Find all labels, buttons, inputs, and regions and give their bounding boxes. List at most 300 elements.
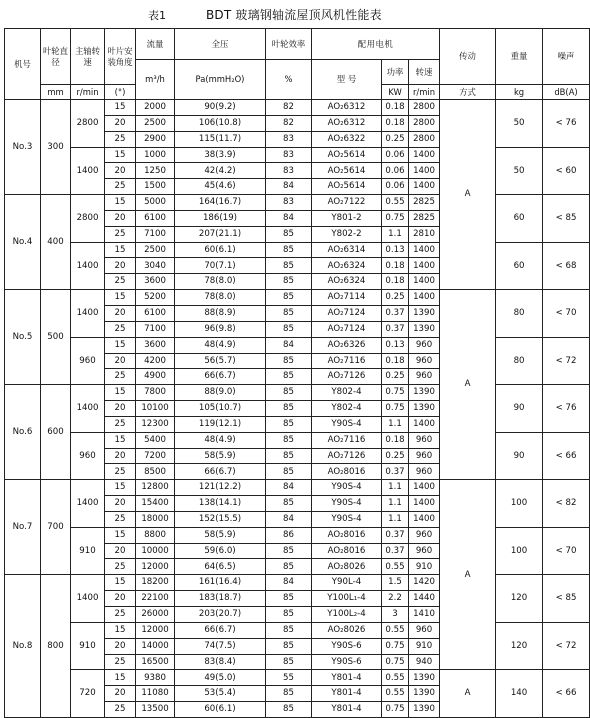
motor-model-cell: AO₂7124 [312,321,382,337]
motor-speed-cell: 1390 [409,702,440,718]
pressure-cell: 119(12.1) [175,416,266,432]
angle-cell: 20 [105,448,136,464]
flow-cell: 18000 [136,511,175,527]
noise-cell: < 76 [543,385,590,433]
weight-cell: 120 [496,575,543,623]
motor-power-cell: 1.1 [382,416,409,432]
noise-cell: < 72 [543,622,590,670]
motor-speed-cell: 1440 [409,591,440,607]
motor-model-cell: AO₂6312 [312,115,382,131]
motor-speed-cell: 960 [409,448,440,464]
motor-speed-cell: 1400 [409,274,440,290]
header-motor-power: 功率 [382,60,409,85]
pressure-cell: 56(5.7) [175,353,266,369]
table-row [5,670,590,686]
efficiency-cell: 84 [266,480,312,496]
speed-cell: 1400 [71,242,105,290]
efficiency-cell: 85 [266,416,312,432]
flow-cell: 5000 [136,195,175,211]
motor-model-cell: Y100L₂-4 [312,607,382,623]
efficiency-cell: 83 [266,131,312,147]
motor-speed-cell: 1400 [409,496,440,512]
motor-model-cell: Y801-4 [312,686,382,702]
motor-power-cell: 0.55 [382,559,409,575]
angle-cell: 25 [105,321,136,337]
speed-cell: 1400 [71,147,105,195]
flow-cell: 26000 [136,607,175,623]
weight-cell: 80 [496,337,543,385]
angle-cell: 25 [105,226,136,242]
table-row [5,480,590,496]
angle-cell: 20 [105,638,136,654]
efficiency-cell: 55 [266,670,312,686]
flow-cell: 1250 [136,163,175,179]
motor-power-cell: 1.1 [382,480,409,496]
motor-power-cell: 2.2 [382,591,409,607]
angle-cell: 15 [105,195,136,211]
motor-speed-cell: 1390 [409,305,440,321]
efficiency-cell: 85 [266,274,312,290]
motor-power-cell: 0.18 [382,100,409,116]
efficiency-cell: 85 [266,622,312,638]
header-diameter: 叶轮直径 [41,29,71,85]
motor-model-cell: AO₂6326 [312,337,382,353]
efficiency-cell: 85 [266,686,312,702]
motor-power-cell: 0.55 [382,686,409,702]
motor-speed-cell: 910 [409,638,440,654]
efficiency-cell: 85 [266,448,312,464]
motor-power-cell: 0.55 [382,622,409,638]
weight-cell: 60 [496,195,543,243]
angle-cell: 25 [105,179,136,195]
header-flow: 流量 [136,29,175,60]
pressure-cell: 83(8.4) [175,654,266,670]
noise-cell: < 70 [543,527,590,575]
pressure-cell: 78(8.0) [175,290,266,306]
motor-model-cell: AO₂7126 [312,448,382,464]
motor-model-cell: AO₂7114 [312,290,382,306]
angle-cell: 20 [105,258,136,274]
speed-cell: 2800 [71,195,105,243]
angle-cell: 25 [105,369,136,385]
pressure-cell: 203(20.7) [175,607,266,623]
angle-cell: 20 [105,496,136,512]
table-title [0,0,560,26]
flow-cell: 14000 [136,638,175,654]
flow-cell: 18200 [136,575,175,591]
weight-cell: 50 [496,100,543,148]
flow-cell: 2900 [136,131,175,147]
fan-performance-table [4,28,590,718]
weight-cell: 90 [496,432,543,480]
pressure-cell: 90(9.2) [175,100,266,116]
weight-cell: 120 [496,622,543,670]
angle-cell: 20 [105,401,136,417]
flow-cell: 3600 [136,274,175,290]
weight-cell: 50 [496,147,543,195]
motor-model-cell: AO₂5614 [312,163,382,179]
efficiency-cell: 85 [266,591,312,607]
table-body [5,100,590,718]
header-model: 机号 [5,29,41,100]
efficiency-cell: 85 [266,654,312,670]
speed-cell: 1400 [71,480,105,528]
flow-cell: 12000 [136,622,175,638]
efficiency-cell: 85 [266,496,312,512]
motor-power-cell: 0.06 [382,163,409,179]
drive-cell: A [440,100,496,290]
efficiency-cell: 85 [266,543,312,559]
efficiency-cell: 84 [266,337,312,353]
weight-cell: 80 [496,290,543,338]
drive-cell: A [440,480,496,670]
flow-cell: 1500 [136,179,175,195]
motor-speed-cell: 960 [409,464,440,480]
diameter-cell: 600 [41,385,71,480]
pressure-cell: 207(21.1) [175,226,266,242]
efficiency-cell: 85 [266,702,312,718]
header-noise-unit: dB(A) [543,85,590,100]
diameter-cell: 300 [41,100,71,195]
motor-model-cell: Y802-2 [312,226,382,242]
pressure-cell: 106(10.8) [175,115,266,131]
pressure-cell: 70(7.1) [175,258,266,274]
motor-power-cell: 0.37 [382,464,409,480]
diameter-cell: 800 [41,575,71,718]
angle-cell: 20 [105,115,136,131]
angle-cell: 15 [105,337,136,353]
speed-cell: 910 [71,622,105,670]
motor-power-cell: 0.25 [382,448,409,464]
header-efficiency: 叶轮效率 [266,29,312,60]
motor-speed-cell: 2800 [409,115,440,131]
header-pressure: 全压 [175,29,266,60]
motor-model-cell: AO₂5614 [312,147,382,163]
flow-cell: 6100 [136,210,175,226]
motor-power-cell: 1.5 [382,575,409,591]
header-diameter-unit: mm [41,85,71,100]
angle-cell: 15 [105,670,136,686]
efficiency-cell: 84 [266,210,312,226]
table-number: 表1 [148,9,166,22]
efficiency-cell: 85 [266,638,312,654]
motor-power-cell: 0.25 [382,290,409,306]
motor-speed-cell: 1390 [409,401,440,417]
motor-power-cell: 0.37 [382,321,409,337]
angle-cell: 20 [105,353,136,369]
pressure-cell: 59(6.0) [175,543,266,559]
efficiency-cell: 85 [266,258,312,274]
angle-cell: 15 [105,432,136,448]
flow-cell: 10000 [136,543,175,559]
efficiency-cell: 86 [266,527,312,543]
flow-cell: 8500 [136,464,175,480]
noise-cell: < 82 [543,480,590,528]
header-efficiency-unit: % [266,60,312,100]
motor-speed-cell: 940 [409,654,440,670]
motor-model-cell: AO₂7116 [312,353,382,369]
angle-cell: 15 [105,242,136,258]
pressure-cell: 66(6.7) [175,369,266,385]
motor-power-cell: 0.13 [382,242,409,258]
motor-model-cell: Y100L₁-4 [312,591,382,607]
motor-power-cell: 0.06 [382,179,409,195]
header-pressure-unit: Pa(mmH₂O) [175,60,266,100]
flow-cell: 3600 [136,337,175,353]
noise-cell: < 72 [543,337,590,385]
pressure-cell: 96(9.8) [175,321,266,337]
flow-cell: 12000 [136,559,175,575]
weight-cell: 60 [496,242,543,290]
motor-model-cell: Y90S-4 [312,416,382,432]
angle-cell: 15 [105,290,136,306]
efficiency-cell: 85 [266,353,312,369]
noise-cell: < 76 [543,100,590,148]
angle-cell: 20 [105,305,136,321]
motor-speed-cell: 960 [409,369,440,385]
motor-speed-cell: 1420 [409,575,440,591]
angle-cell: 25 [105,274,136,290]
angle-cell: 15 [105,480,136,496]
angle-cell: 15 [105,385,136,401]
pressure-cell: 164(16.7) [175,195,266,211]
motor-model-cell: AO₂6324 [312,274,382,290]
motor-model-cell: AO₂7122 [312,195,382,211]
efficiency-cell: 85 [266,385,312,401]
pressure-cell: 66(6.7) [175,622,266,638]
diameter-cell: 500 [41,290,71,385]
header-weight-unit: kg [496,85,543,100]
table-row [5,432,590,448]
efficiency-cell: 85 [266,305,312,321]
pressure-cell: 42(4.2) [175,163,266,179]
motor-model-cell: AO₂8016 [312,543,382,559]
table-caption: BDT 玻璃钢轴流屋顶风机性能表 [206,8,382,22]
pressure-cell: 138(14.1) [175,496,266,512]
header-noise: 噪声 [543,29,590,85]
flow-cell: 12300 [136,416,175,432]
motor-model-cell: AO₂7126 [312,369,382,385]
motor-speed-cell: 1400 [409,290,440,306]
motor-power-cell: 1.1 [382,511,409,527]
motor-model-cell: Y801-4 [312,702,382,718]
motor-model-cell: AO₂6322 [312,131,382,147]
motor-power-cell: 0.18 [382,258,409,274]
table-row [5,100,590,116]
header-speed: 主轴转速 [71,29,105,85]
motor-model-cell: AO₂5614 [312,179,382,195]
efficiency-cell: 85 [266,369,312,385]
motor-power-cell: 0.75 [382,401,409,417]
flow-cell: 2500 [136,115,175,131]
weight-cell: 100 [496,527,543,575]
diameter-cell: 400 [41,195,71,290]
angle-cell: 15 [105,622,136,638]
noise-cell: < 66 [543,670,590,718]
model-cell: No.8 [5,575,41,718]
table-row [5,622,590,638]
motor-power-cell: 0.06 [382,147,409,163]
weight-cell: 140 [496,670,543,718]
motor-model-cell: AO₂8016 [312,527,382,543]
header-drive-sub: 方式 [440,85,496,100]
pressure-cell: 58(5.9) [175,527,266,543]
pressure-cell: 78(8.0) [175,274,266,290]
header-weight: 重量 [496,29,543,85]
motor-speed-cell: 2825 [409,195,440,211]
pressure-cell: 186(19) [175,210,266,226]
efficiency-cell: 85 [266,226,312,242]
motor-power-cell: 0.75 [382,654,409,670]
model-cell: No.3 [5,100,41,195]
motor-power-cell: 0.18 [382,432,409,448]
motor-power-cell: 0.25 [382,131,409,147]
flow-cell: 4200 [136,353,175,369]
motor-power-cell: 0.75 [382,702,409,718]
header-motor: 配用电机 [312,29,440,60]
pressure-cell: 66(6.7) [175,464,266,480]
angle-cell: 20 [105,163,136,179]
angle-cell: 25 [105,511,136,527]
motor-power-cell: 0.18 [382,115,409,131]
speed-cell: 960 [71,337,105,385]
angle-cell: 15 [105,527,136,543]
motor-model-cell: Y90S-4 [312,480,382,496]
flow-cell: 13500 [136,702,175,718]
header-motor-speed: 转速 [409,60,440,85]
header-motor-speed-unit: r/min [409,85,440,100]
table-row [5,337,590,353]
motor-model-cell: AO₂7124 [312,305,382,321]
speed-cell: 1400 [71,385,105,433]
motor-power-cell: 0.37 [382,527,409,543]
efficiency-cell: 83 [266,163,312,179]
speed-cell: 1400 [71,575,105,623]
pressure-cell: 49(5.0) [175,670,266,686]
motor-power-cell: 0.25 [382,369,409,385]
flow-cell: 8800 [136,527,175,543]
motor-model-cell: AO₂6314 [312,242,382,258]
pressure-cell: 88(9.0) [175,385,266,401]
motor-speed-cell: 960 [409,622,440,638]
motor-power-cell: 0.75 [382,385,409,401]
flow-cell: 16500 [136,654,175,670]
angle-cell: 15 [105,147,136,163]
flow-cell: 1000 [136,147,175,163]
pressure-cell: 74(7.5) [175,638,266,654]
pressure-cell: 48(4.9) [175,432,266,448]
motor-model-cell: Y90S-6 [312,638,382,654]
motor-speed-cell: 1390 [409,670,440,686]
motor-speed-cell: 960 [409,432,440,448]
motor-power-cell: 0.13 [382,337,409,353]
drive-cell: A [440,670,496,718]
angle-cell: 25 [105,559,136,575]
speed-cell: 2800 [71,100,105,148]
flow-cell: 7100 [136,226,175,242]
motor-power-cell: 3 [382,607,409,623]
motor-model-cell: AO₂6312 [312,100,382,116]
efficiency-cell: 84 [266,511,312,527]
flow-cell: 4900 [136,369,175,385]
header-speed-unit: r/min [71,85,105,100]
motor-power-cell: 0.18 [382,274,409,290]
efficiency-cell: 82 [266,100,312,116]
efficiency-cell: 84 [266,179,312,195]
motor-speed-cell: 1400 [409,480,440,496]
pressure-cell: 64(6.5) [175,559,266,575]
table-row [5,385,590,401]
motor-speed-cell: 1390 [409,686,440,702]
motor-model-cell: Y801-2 [312,210,382,226]
flow-cell: 10100 [136,401,175,417]
flow-cell: 2000 [136,100,175,116]
flow-cell: 22100 [136,591,175,607]
drive-cell: A [440,290,496,480]
motor-speed-cell: 960 [409,353,440,369]
angle-cell: 20 [105,543,136,559]
efficiency-cell: 85 [266,401,312,417]
model-cell: No.7 [5,480,41,575]
table-row [5,575,590,591]
efficiency-cell: 83 [266,147,312,163]
noise-cell: < 70 [543,290,590,338]
table-row [5,290,590,306]
motor-speed-cell: 1410 [409,607,440,623]
motor-model-cell: Y90S-6 [312,654,382,670]
efficiency-cell: 85 [266,290,312,306]
efficiency-cell: 84 [266,575,312,591]
motor-speed-cell: 960 [409,527,440,543]
motor-speed-cell: 960 [409,543,440,559]
angle-cell: 25 [105,654,136,670]
pressure-cell: 48(4.9) [175,337,266,353]
table-row [5,147,590,163]
flow-cell: 6100 [136,305,175,321]
efficiency-cell: 85 [266,432,312,448]
table-row [5,195,590,211]
angle-cell: 20 [105,210,136,226]
pressure-cell: 152(15.5) [175,511,266,527]
motor-power-cell: 0.55 [382,670,409,686]
efficiency-cell: 85 [266,607,312,623]
header-drive: 传动 [440,29,496,85]
efficiency-cell: 85 [266,321,312,337]
motor-speed-cell: 1400 [409,163,440,179]
flow-cell: 11080 [136,686,175,702]
flow-cell: 5400 [136,432,175,448]
flow-cell: 7200 [136,448,175,464]
pressure-cell: 88(8.9) [175,305,266,321]
angle-cell: 25 [105,607,136,623]
motor-speed-cell: 1400 [409,258,440,274]
efficiency-cell: 82 [266,115,312,131]
motor-speed-cell: 960 [409,337,440,353]
motor-model-cell: Y90L-4 [312,575,382,591]
flow-cell: 15400 [136,496,175,512]
motor-model-cell: Y90S-4 [312,496,382,512]
motor-speed-cell: 1390 [409,385,440,401]
motor-speed-cell: 1400 [409,242,440,258]
speed-cell: 1400 [71,290,105,338]
motor-speed-cell: 1400 [409,147,440,163]
motor-model-cell: AO₂7116 [312,432,382,448]
noise-cell: < 85 [543,575,590,623]
angle-cell: 25 [105,464,136,480]
motor-model-cell: Y802-4 [312,401,382,417]
pressure-cell: 115(11.7) [175,131,266,147]
motor-speed-cell: 1400 [409,179,440,195]
